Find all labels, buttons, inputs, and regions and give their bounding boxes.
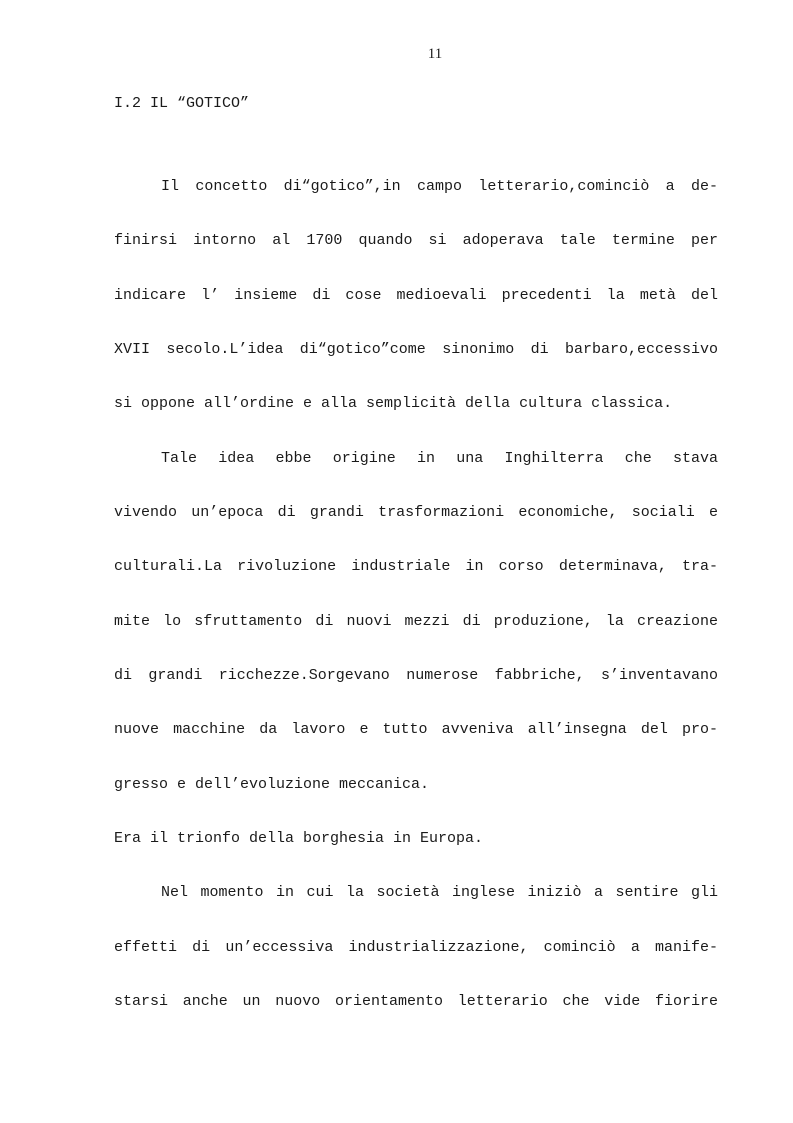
paragraph-line: si oppone all’ordine e alla semplicità della cultura classica. (114, 395, 673, 412)
paragraph-line: Il concetto di“gotico”,in campo letterario,cominciò a de- (161, 178, 718, 195)
paragraph-line: gresso e dell’evoluzione meccanica. (114, 776, 430, 793)
paragraph-line: effetti di un’eccessiva industrializzazione, cominciò a manife- (114, 939, 718, 956)
paragraph-line: Era il trionfo della borghesia in Europa. (114, 830, 484, 847)
page-number-text: 11 (427, 46, 443, 62)
paragraph-line: XVII secolo.L’idea di“gotico”come sinonimo di barbaro,eccessivo (114, 341, 718, 358)
paragraph-line: indicare l’ insieme di cose medioevali precedenti la metà del (114, 287, 718, 304)
paragraph-line: culturali.La rivoluzione industriale in corso determinava, tra- (114, 558, 718, 575)
paragraph-line: Nel momento in cui la società inglese iniziò a sentire gli (161, 884, 718, 901)
paragraph-line: finirsi intorno al 1700 quando si adoperava tale termine per (114, 232, 718, 249)
paragraph-line: Tale idea ebbe origine in una Inghilterra che stava (161, 450, 718, 467)
page-number (0, 46, 793, 63)
paragraph-line: mite lo sfruttamento di nuovi mezzi di produzione, la creazione (114, 613, 718, 630)
paragraph-line: di grandi ricchezze.Sorgevano numerose fabbriche, s’inventavano (114, 667, 718, 684)
paragraph-line: vivendo un’epoca di grandi trasformazioni economiche, sociali e (114, 504, 718, 521)
section-heading: I.2 IL “GOTICO” (114, 95, 250, 112)
paragraph-line: starsi anche un nuovo orientamento letterario che vide fiorire (114, 993, 718, 1010)
paragraph-line: nuove macchine da lavoro e tutto avveniva all’insegna del pro- (114, 721, 718, 738)
